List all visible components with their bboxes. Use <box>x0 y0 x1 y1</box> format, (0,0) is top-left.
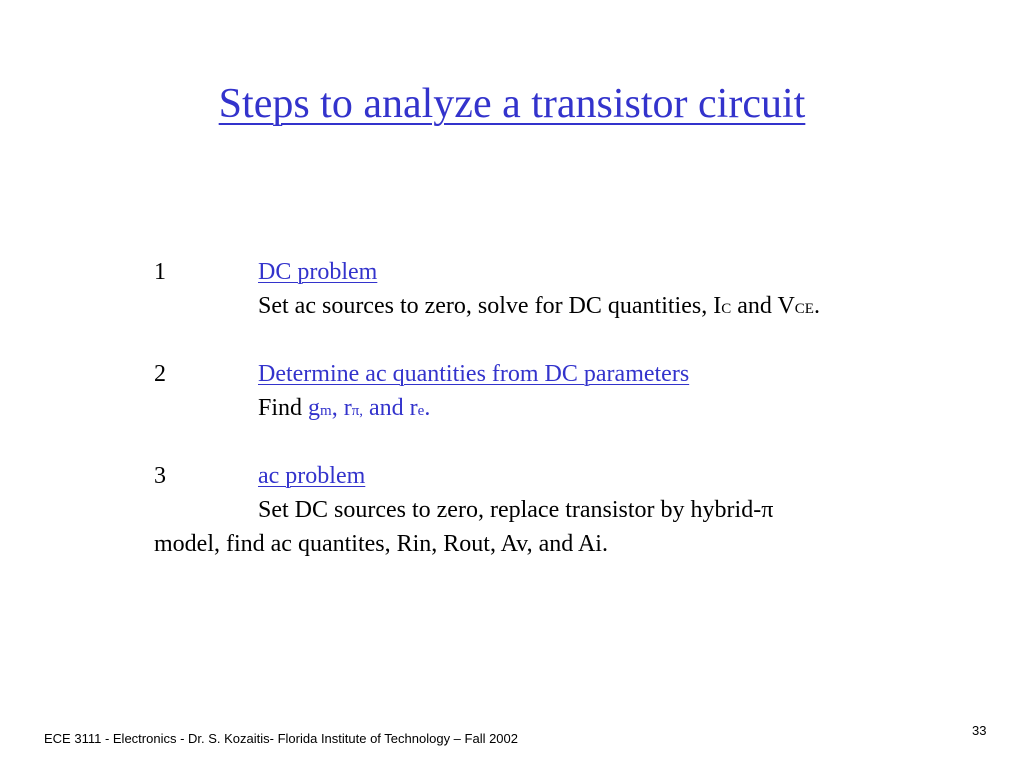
step-number: 2 <box>154 361 166 387</box>
subscript-e: e <box>417 403 425 419</box>
step-heading-link[interactable]: Determine ac quantities from DC parameters <box>258 361 690 387</box>
slide-title: Steps to analyze a transistor circuit <box>218 81 806 127</box>
step-number: 3 <box>154 463 166 489</box>
step-description <box>258 393 430 426</box>
symbol-r: , r <box>331 395 352 421</box>
subscript-m: m <box>320 403 332 419</box>
step-description-line-1: Set DC sources to zero, replace transistor by hybrid-π <box>258 497 774 523</box>
desc-find: Find <box>258 395 309 421</box>
page-number: 33 <box>972 723 987 738</box>
step-heading-link[interactable]: ac problem <box>258 463 366 489</box>
step-heading-link[interactable]: DC problem <box>258 259 378 285</box>
step-description-line-2: model, find ac quantites, Rin, Rout, Av, and Ai. <box>154 531 608 557</box>
step-description <box>258 291 820 324</box>
step-number: 1 <box>154 259 166 285</box>
symbol-and-r: and r <box>363 395 418 421</box>
desc-and: and V <box>731 293 795 319</box>
symbol-g: g <box>308 395 321 421</box>
subscript-pi: π, <box>351 403 364 419</box>
desc-end: . <box>813 293 820 319</box>
subscript-ce: CE <box>794 301 814 317</box>
subscript-c: C <box>721 301 732 317</box>
desc-text: Set ac sources to zero, solve for DC quantities, I <box>258 293 722 319</box>
slide-footer: ECE 3111 - Electronics - Dr. S. Kozaitis- Florida Institute of Technology – Fall 2002 <box>44 731 518 746</box>
desc-end: . <box>424 395 431 421</box>
